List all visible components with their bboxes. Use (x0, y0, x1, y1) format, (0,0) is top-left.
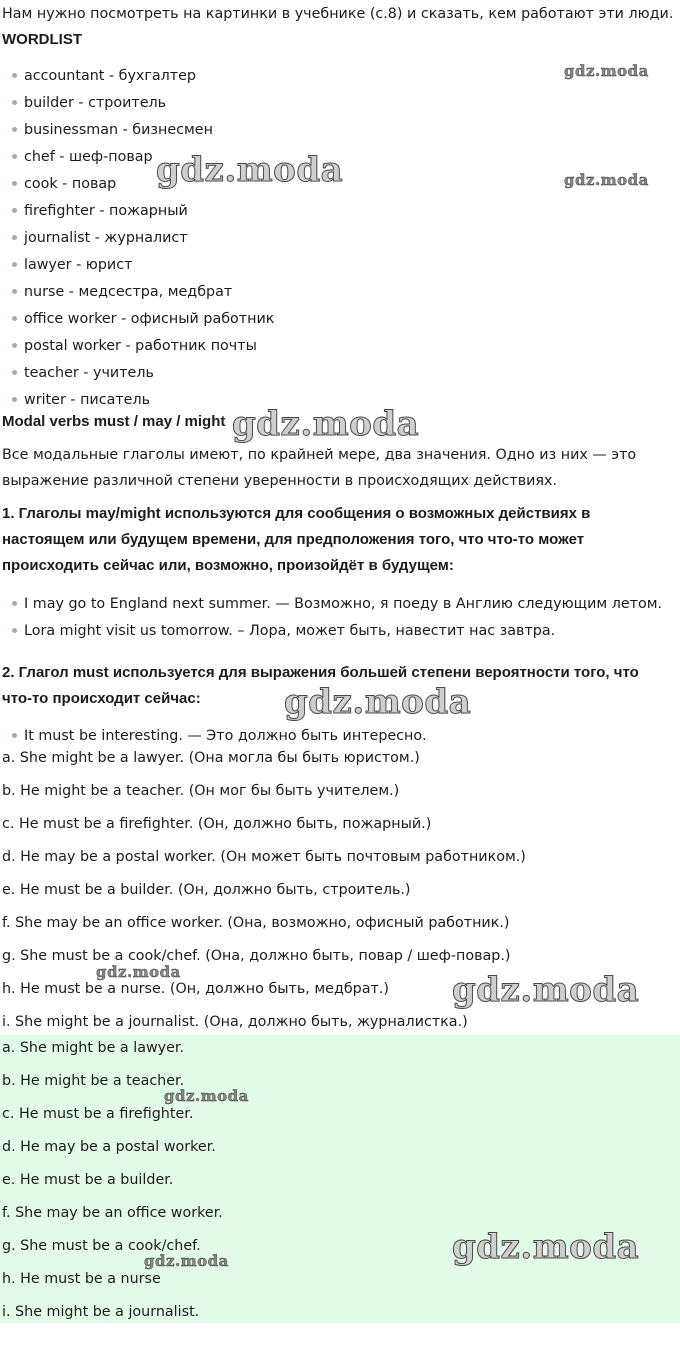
list-item: lawyer - юрист (12, 255, 132, 275)
answer-translated: h. He must be a nurse. (Он, должно быть, медбрат.) (2, 981, 389, 997)
answer-translated: i. She might be a journalist. (Она, должно быть, журналистка.) (2, 1014, 468, 1030)
modal-paragraph-line: Все модальные глаголы имеют, по крайней мере, два значения. Одно из них — это (2, 447, 637, 463)
answer-line: a. She might be a lawyer. (2, 1040, 185, 1056)
bullet-icon (12, 181, 17, 186)
watermark-large: gdz.moda (452, 1227, 640, 1267)
modal-paragraph-line: выражение различной степени уверенности в происходящих действиях. (2, 473, 558, 489)
answer-translated: d. He may be a postal worker. (Он может быть почтовым работником.) (2, 849, 526, 865)
watermark-large: gdz.moda (284, 682, 472, 722)
watermark-small: gdz.moda (96, 963, 181, 981)
rule2-line: что-то происходит сейчас: (2, 690, 201, 707)
watermark-small: gdz.moda (564, 62, 649, 80)
watermark-large: gdz.moda (232, 404, 420, 444)
example-item: Lora might visit us tomorrow. – Лора, может быть, навестит нас завтра. (12, 621, 555, 641)
list-item: builder - строитель (12, 93, 166, 113)
bullet-icon (12, 73, 17, 78)
answer-line: i. She might be a journalist. (2, 1304, 200, 1320)
bullet-icon (12, 154, 17, 159)
list-item: teacher - учитель (12, 363, 154, 383)
list-item: accountant - бухгалтер (12, 66, 196, 86)
intro-text: Нам нужно посмотреть на картинки в учебнике (с.8) и сказать, кем работают эти люди. (2, 6, 674, 22)
rule1-line: настоящем или будущем времени, для предположения того, что что-то может (2, 531, 585, 548)
answer-translated: a. She might be a lawyer. (Она могла бы быть юристом.) (2, 750, 420, 766)
bullet-icon (12, 370, 17, 375)
bullet-icon (12, 262, 17, 267)
watermark-small: gdz.moda (164, 1087, 249, 1105)
list-item: postal worker - работник почты (12, 336, 257, 356)
answer-line: c. He must be a firefighter. (2, 1106, 194, 1122)
bullet-icon (12, 235, 17, 240)
bullet-icon (12, 316, 17, 321)
list-item: chef - шеф-повар (12, 147, 153, 167)
answer-line: e. He must be a builder. (2, 1172, 174, 1188)
list-item: journalist - журналист (12, 228, 188, 248)
rule1-line: 1. Глаголы may/might используются для сообщения о возможных действиях в (2, 505, 591, 522)
answer-translated: b. He might be a teacher. (Он мог бы быть учителем.) (2, 783, 400, 799)
list-item: writer - писатель (12, 390, 150, 410)
watermark-large: gdz.moda (156, 150, 344, 190)
list-item: cook - повар (12, 174, 116, 194)
bullet-icon (12, 733, 17, 738)
bullet-icon (12, 127, 17, 132)
watermark-large: gdz.moda (452, 970, 640, 1010)
bullet-icon (12, 397, 17, 402)
list-item: nurse - медсестра, медбрат (12, 282, 232, 302)
answer-translated: e. He must be a builder. (Он, должно быть, строитель.) (2, 882, 411, 898)
bullet-icon (12, 601, 17, 606)
answer-translated: f. She may be an office worker. (Она, возможно, офисный работник.) (2, 915, 510, 931)
bullet-icon (12, 289, 17, 294)
answer-translated: c. He must be a firefighter. (Он, должно быть, пожарный.) (2, 816, 432, 832)
example-item: I may go to England next summer. — Возможно, я поеду в Англию следующим летом. (12, 594, 662, 614)
answer-line: g. She must be a cook/chef. (2, 1238, 201, 1254)
modal-title: Modal verbs must / may / might (2, 413, 226, 430)
example-item: It must be interesting. — Это должно быть интересно. (12, 726, 427, 746)
list-item: firefighter - пожарный (12, 201, 188, 221)
bullet-icon (12, 343, 17, 348)
answer-line: f. She may be an office worker. (2, 1205, 223, 1221)
watermark-small: gdz.moda (564, 171, 649, 189)
watermark-small: gdz.moda (144, 1252, 229, 1270)
list-item: businessman - бизнесмен (12, 120, 213, 140)
bullet-icon (12, 100, 17, 105)
answer-translated: g. She must be a cook/chef. (Она, должно быть, повар / шеф-повар.) (2, 948, 511, 964)
bullet-icon (12, 208, 17, 213)
answer-line: b. He might be a teacher. (2, 1073, 185, 1089)
wordlist-title: WORDLIST (2, 31, 82, 48)
rule1-line: происходить сейчас или, возможно, произойдёт в будущем: (2, 557, 454, 574)
list-item: office worker - офисный работник (12, 309, 274, 329)
rule2-line: 2. Глагол must используется для выражения большей степени вероятности того, что (2, 664, 639, 681)
answer-line: h. He must be a nurse (2, 1271, 161, 1287)
answer-line: d. He may be a postal worker. (2, 1139, 216, 1155)
bullet-icon (12, 628, 17, 633)
